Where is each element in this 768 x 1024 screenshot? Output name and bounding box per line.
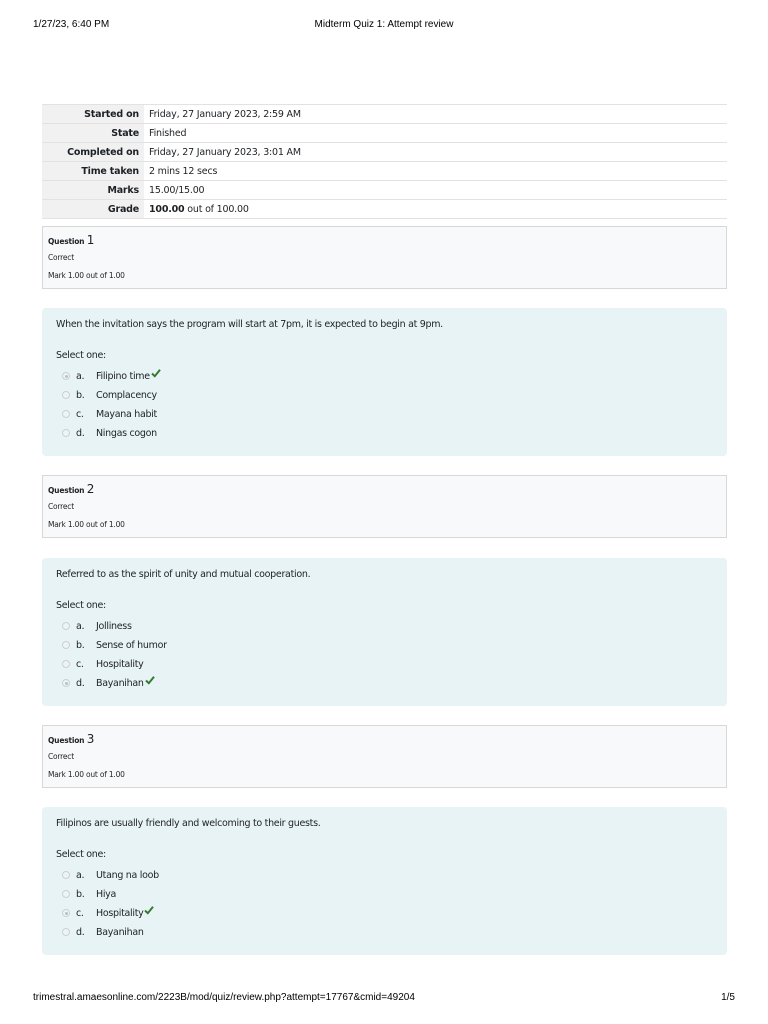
summary-row [42,143,727,162]
answer-label: Ningas cogon [96,427,157,439]
summary-label: Grade [42,200,144,219]
answer-letter: d. [76,427,85,439]
answer-option[interactable] [62,676,362,690]
question-text: When the invitation says the program will start at 7pm, it is expected to begin at 9pm. [56,319,443,330]
answer-letter: c. [76,907,84,919]
summary-row [42,105,727,124]
answer-label: Bayanihan [96,677,144,689]
question-state: Correct [48,253,74,262]
question-text: Filipinos are usually friendly and welcoming to their guests. [56,818,321,829]
summary-row [42,200,727,219]
answer-letter: a. [76,620,85,632]
answer-letter: a. [76,869,85,881]
question-content [42,558,727,706]
summary-value: Friday, 27 January 2023, 3:01 AM [144,143,727,162]
answer-option[interactable] [62,388,362,402]
radio-icon[interactable] [62,660,70,668]
question-number-value: 1 [86,233,95,247]
answer-label: Sense of humor [96,639,167,651]
question-number-value: 3 [86,732,95,746]
summary-label: Time taken [42,162,144,181]
answer-option[interactable] [62,887,362,901]
answer-option[interactable] [62,906,362,920]
answer-letter: a. [76,370,85,382]
question-number [48,732,94,746]
radio-icon[interactable] [62,909,70,917]
print-header [33,19,735,31]
radio-icon[interactable] [62,641,70,649]
check-icon [145,675,155,685]
question-content [42,308,727,456]
question-content [42,807,727,955]
answer-letter: d. [76,926,85,938]
summary-label: Completed on [42,143,144,162]
summary-row [42,181,727,200]
answer-option[interactable] [62,369,362,383]
answer-option[interactable] [62,638,362,652]
question-number [48,233,94,247]
check-icon [144,905,154,915]
answer-letter: b. [76,389,85,401]
answer-label: Mayana habit [96,408,157,420]
answer-option[interactable] [62,925,362,939]
question-label: Question [48,237,85,246]
answer-letter: b. [76,639,85,651]
question-mark: Mark 1.00 out of 1.00 [48,271,125,280]
answer-label: Jolliness [96,620,132,632]
answer-option[interactable] [62,619,362,633]
answer-label: Hospitality [96,658,144,670]
question-label: Question [48,486,85,495]
answer-label: Complacency [96,389,157,401]
answer-label: Filipino time [96,370,150,382]
summary-value: 2 mins 12 secs [144,162,727,181]
page-number: 1/5 [721,992,735,1003]
answer-label: Bayanihan [96,926,144,938]
question-state: Correct [48,502,74,511]
page-url: trimestral.amaesonline.com/2223B/mod/quiz/review.php?attempt=17767&cmid=49204 [33,992,415,1003]
summary-value: Finished [144,124,727,143]
question-number [48,482,94,496]
summary-label: Marks [42,181,144,200]
radio-icon[interactable] [62,928,70,936]
radio-icon[interactable] [62,890,70,898]
answer-letter: d. [76,677,85,689]
summary-label: Started on [42,105,144,124]
select-one-prompt: Select one: [56,600,106,611]
summary-value: Friday, 27 January 2023, 2:59 AM [144,105,727,124]
summary-row [42,124,727,143]
answer-label: Hospitality [96,907,144,919]
question-text: Referred to as the spirit of unity and mutual cooperation. [56,569,311,580]
summary-value [144,200,727,219]
radio-icon[interactable] [62,391,70,399]
question-number-value: 2 [86,482,95,496]
radio-icon[interactable] [62,871,70,879]
answer-letter: c. [76,408,84,420]
answer-letter: b. [76,888,85,900]
check-icon [151,368,161,378]
print-title: Midterm Quiz 1: Attempt review [314,19,454,30]
answer-label: Utang na loob [96,869,159,881]
question-info [42,725,727,788]
question-info [42,226,727,289]
summary-label: State [42,124,144,143]
answer-label: Hiya [96,888,117,900]
radio-icon[interactable] [62,429,70,437]
radio-icon[interactable] [62,622,70,630]
attempt-summary-table [42,104,727,219]
radio-icon[interactable] [62,679,70,687]
radio-icon[interactable] [62,410,70,418]
summary-value: 15.00/15.00 [144,181,727,200]
question-mark: Mark 1.00 out of 1.00 [48,520,125,529]
answer-option[interactable] [62,426,362,440]
question-mark: Mark 1.00 out of 1.00 [48,770,125,779]
question-state: Correct [48,752,74,761]
answer-option[interactable] [62,657,362,671]
answer-option[interactable] [62,868,362,882]
answer-option[interactable] [62,407,362,421]
select-one-prompt: Select one: [56,350,106,361]
radio-icon[interactable] [62,372,70,380]
grade-out-of: out of 100.00 [184,203,249,215]
print-date: 1/27/23, 6:40 PM [33,19,110,30]
select-one-prompt: Select one: [56,849,106,860]
answer-letter: c. [76,658,84,670]
print-footer [33,992,735,1004]
summary-row [42,162,727,181]
grade-value: 100.00 [149,203,185,215]
question-info [42,475,727,538]
question-label: Question [48,736,85,745]
